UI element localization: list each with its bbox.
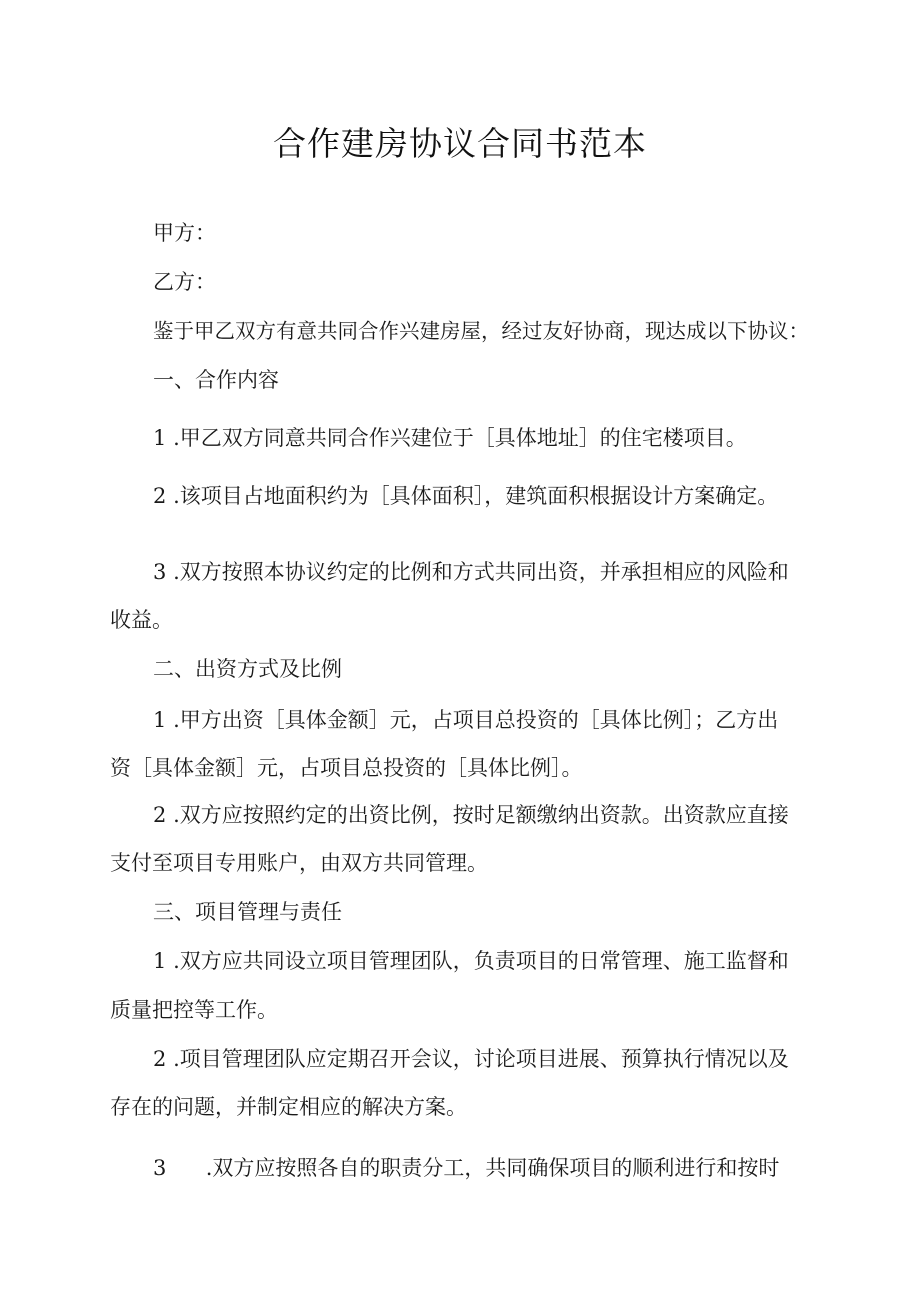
item-number: 3	[153, 1156, 167, 1180]
list-item	[153, 481, 778, 511]
item-continuation: 资［具体金额］元，占项目总投资的［具体比例］。	[110, 756, 583, 780]
section-heading: 三、项目管理与责任	[153, 900, 342, 924]
item-continuation: 存在的问题，并制定相应的解决方案。	[110, 1095, 467, 1119]
item-text: .双方按照本协议约定的比例和方式共同出资，并承担相应的风险和	[173, 560, 789, 584]
item-text: .该项目占地面积约为［具体面积］，建筑面积根据设计方案确定。	[173, 484, 779, 508]
section-heading: 一、合作内容	[153, 368, 279, 392]
list-item	[153, 800, 789, 830]
item-text: .双方应共同设立项目管理团队，负责项目的日常管理、施工监督和	[173, 949, 789, 973]
item-number: 1	[153, 426, 167, 450]
item-number: 3	[153, 560, 167, 584]
item-number: 1	[153, 708, 167, 732]
item-text: .双方应按照约定的出资比例，按时足额缴纳出资款。出资款应直接	[173, 803, 789, 827]
item-text: .甲乙双方同意共同合作兴建位于［具体地址］的住宅楼项目。	[173, 426, 747, 450]
list-item	[153, 705, 778, 735]
item-number: 1	[153, 949, 167, 973]
item-text: .双方应按照各自的职责分工，共同确保项目的顺利进行和按时	[205, 1156, 780, 1180]
item-continuation: 支付至项目专用账户，由双方共同管理。	[110, 851, 488, 875]
preamble-text: 鉴于甲乙双方有意共同合作兴建房屋，经过友好协商，现达成以下协议：	[153, 319, 809, 343]
list-item	[153, 1153, 779, 1183]
section-heading: 二、出资方式及比例	[153, 657, 342, 681]
item-text: .项目管理团队应定期召开会议，讨论项目进展、预算执行情况以及	[173, 1047, 789, 1071]
document-title: 合作建房协议合同书范本	[273, 124, 647, 163]
item-number: 2	[153, 1047, 167, 1071]
item-continuation: 质量把控等工作。	[110, 998, 278, 1022]
list-item	[153, 1044, 789, 1074]
party-b-label: 乙方：	[153, 270, 216, 294]
list-item	[153, 557, 789, 587]
item-text: .甲方出资［具体金额］元，占项目总投资的［具体比例］；乙方出	[173, 708, 779, 732]
list-item	[153, 423, 747, 453]
item-number: 2	[153, 803, 167, 827]
item-number: 2	[153, 484, 167, 508]
item-continuation: 收益。	[110, 608, 173, 632]
list-item	[153, 946, 789, 976]
party-a-label: 甲方：	[153, 221, 216, 245]
